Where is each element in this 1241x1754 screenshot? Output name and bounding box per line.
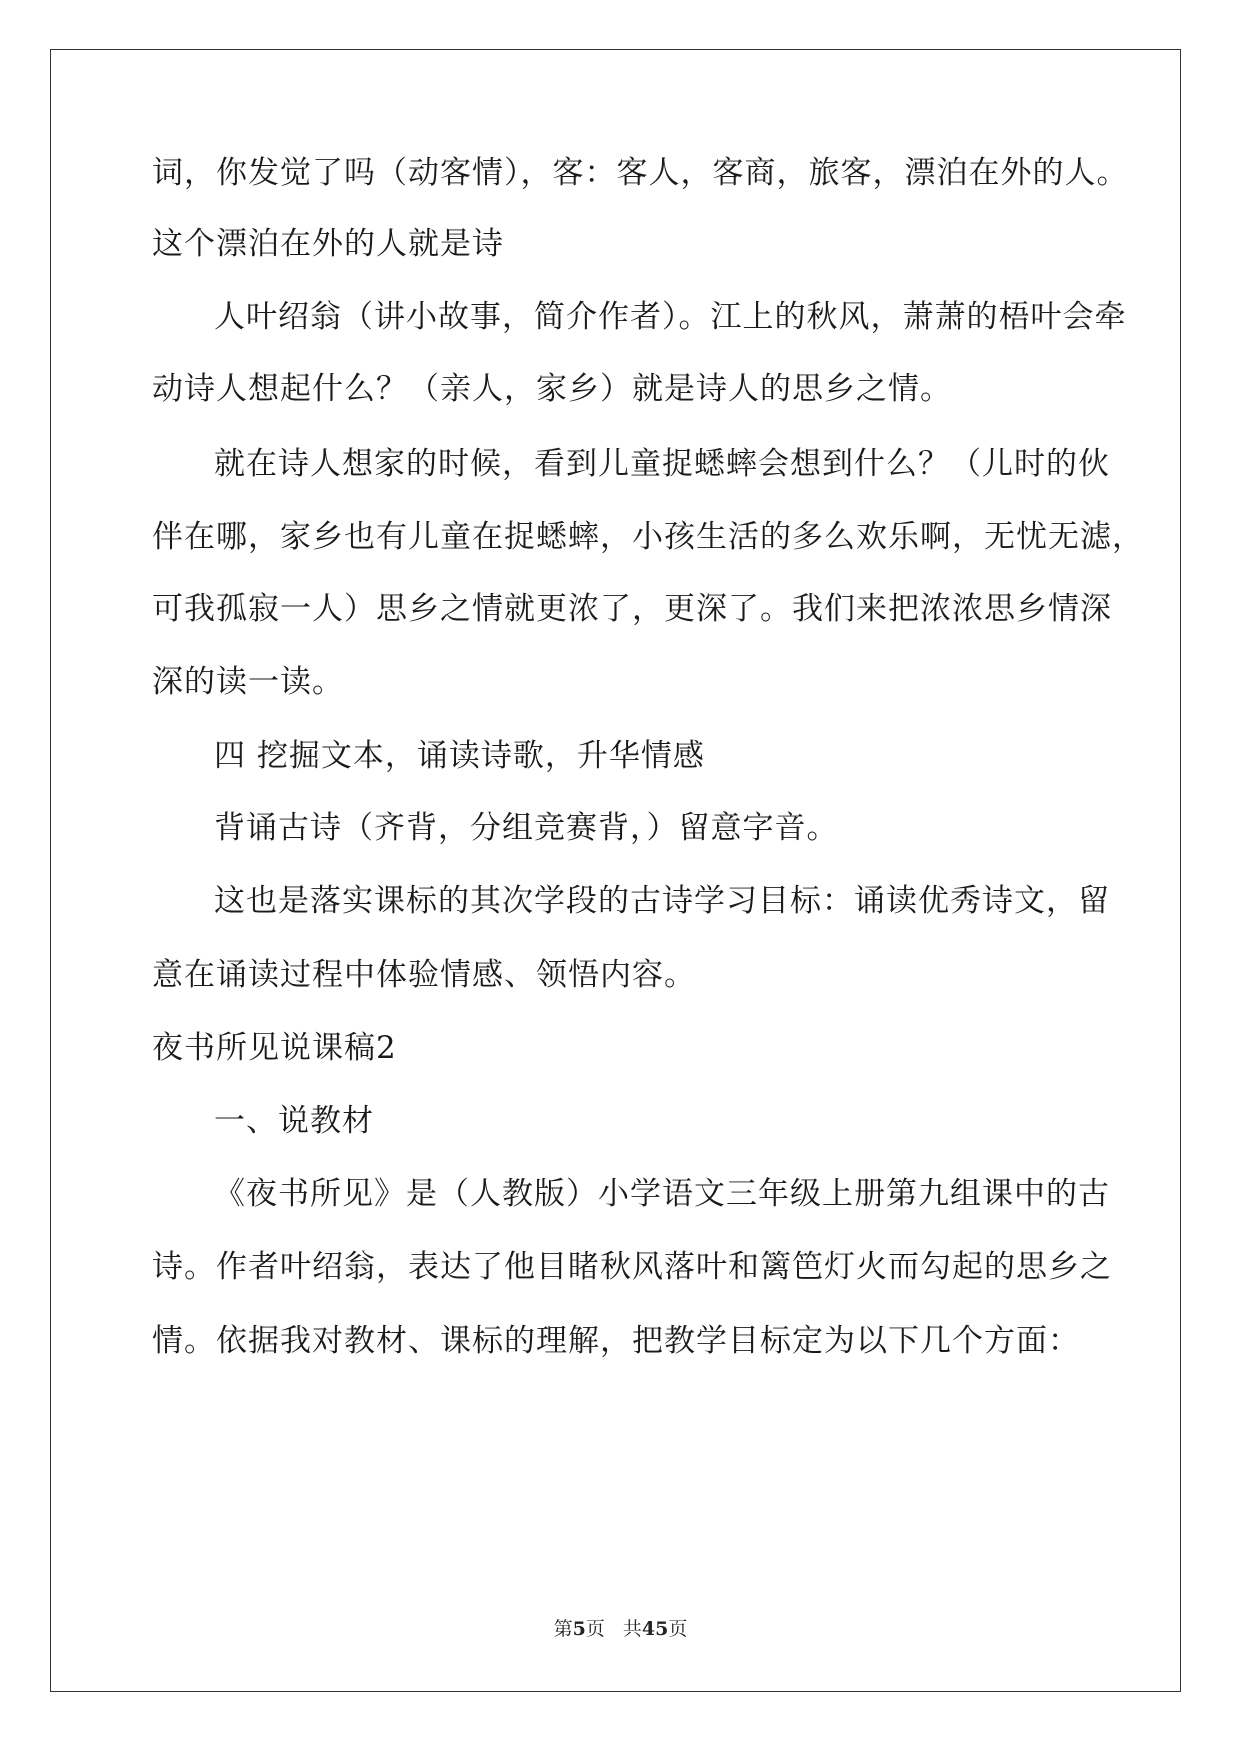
page-suffix: 页 [585, 1618, 605, 1640]
text-line: 意在诵读过程中体验情感、领悟内容。 [152, 957, 696, 993]
total-suffix: 页 [668, 1618, 688, 1640]
total-prefix: 共 [622, 1618, 642, 1640]
text-line: 就在诗人想家的时候，看到儿童捉蟋蟀会想到什么？（儿时的伙 [214, 446, 1110, 482]
section-heading: 四 挖掘文本，诵读诗歌，升华情感 [214, 738, 705, 774]
document-title: 夜书所见说课稿2 [152, 1030, 397, 1066]
text-line: 这个漂泊在外的人就是诗 [152, 226, 504, 262]
text-line: 情。依据我对教材、课标的理解，把教学目标定为以下几个方面： [152, 1323, 1080, 1359]
text-line: 深的读一读。 [152, 664, 344, 700]
text-line: 诗。作者叶绍翁，表达了他目睹秋风落叶和篱笆灯火而勾起的思乡之 [152, 1249, 1112, 1285]
text-line: 词，你发觉了吗（动客情），客：客人，客商，旅客，漂泊在外的人。 [152, 155, 1129, 191]
page-number: 5 [572, 1618, 586, 1640]
text-line: 《夜书所见》是（人教版）小学语文三年级上册第九组课中的古 [214, 1176, 1110, 1212]
page-border [50, 49, 1181, 1692]
section-heading: 一、说教材 [214, 1103, 374, 1139]
text-line: 动诗人想起什么？（亲人，家乡）就是诗人的思乡之情。 [152, 371, 952, 407]
page-prefix: 第 [553, 1618, 573, 1640]
text-line: 可我孤寂一人）思乡之情就更浓了，更深了。我们来把浓浓思乡情深 [152, 591, 1112, 627]
text-line: 背诵古诗（齐背，分组竞赛背，）留意字音。 [214, 810, 839, 846]
text-line: 伴在哪，家乡也有儿童在捉蟋蟀，小孩生活的多么欢乐啊，无忧无滤， [152, 519, 1144, 555]
page-footer [0, 1617, 1241, 1641]
text-line: 人叶绍翁（讲小故事，简介作者）。江上的秋风，萧萧的梧叶会牵 [214, 299, 1127, 335]
text-line: 这也是落实课标的其次学段的古诗学习目标：诵读优秀诗文，留 [214, 883, 1110, 919]
total-pages: 45 [641, 1618, 669, 1640]
